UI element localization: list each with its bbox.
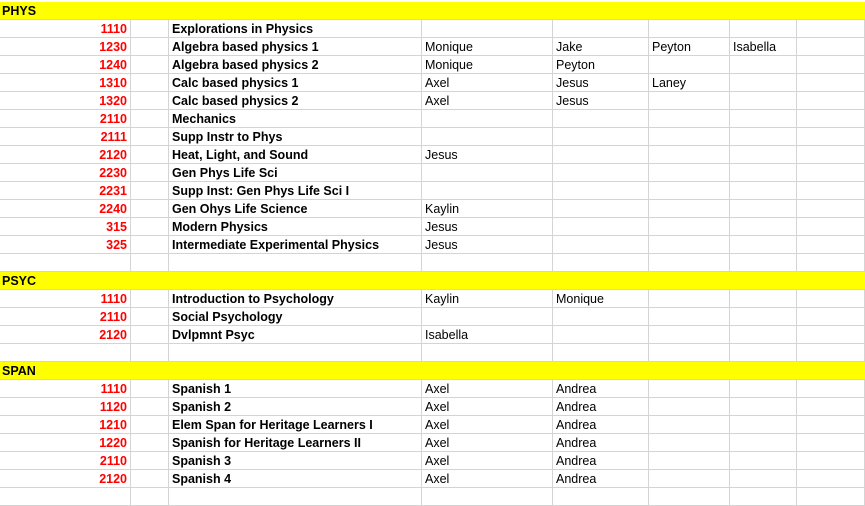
person-cell[interactable] <box>730 146 797 164</box>
empty-cell[interactable] <box>131 146 169 164</box>
empty-cell[interactable] <box>797 182 865 200</box>
empty-cell[interactable] <box>422 344 553 362</box>
person-cell[interactable]: Peyton <box>553 56 649 74</box>
person-cell[interactable] <box>649 218 730 236</box>
table-row[interactable] <box>0 326 865 344</box>
section-header-row[interactable] <box>0 362 865 380</box>
empty-cell[interactable] <box>797 74 865 92</box>
person-cell[interactable] <box>730 326 797 344</box>
person-cell[interactable]: Axel <box>422 74 553 92</box>
course-code-cell[interactable]: 2110 <box>0 452 131 470</box>
empty-cell[interactable] <box>797 128 865 146</box>
table-row[interactable] <box>0 290 865 308</box>
person-cell[interactable]: Andrea <box>553 416 649 434</box>
course-title-cell[interactable]: Modern Physics <box>169 218 422 236</box>
empty-cell[interactable] <box>730 344 797 362</box>
blank-row[interactable] <box>0 344 865 362</box>
person-cell[interactable] <box>553 200 649 218</box>
person-cell[interactable] <box>649 110 730 128</box>
table-row[interactable] <box>0 236 865 254</box>
empty-cell[interactable] <box>131 398 169 416</box>
person-cell[interactable] <box>553 182 649 200</box>
course-code-cell[interactable]: 1240 <box>0 56 131 74</box>
empty-cell[interactable] <box>422 254 553 272</box>
empty-cell[interactable] <box>797 434 865 452</box>
course-code-cell[interactable]: 1120 <box>0 398 131 416</box>
empty-cell[interactable] <box>131 92 169 110</box>
empty-cell[interactable] <box>797 38 865 56</box>
section-header-row[interactable] <box>0 2 865 20</box>
person-cell[interactable]: Monique <box>422 56 553 74</box>
person-cell[interactable]: Jesus <box>553 92 649 110</box>
person-cell[interactable] <box>730 182 797 200</box>
empty-cell[interactable] <box>131 434 169 452</box>
empty-cell[interactable] <box>131 488 169 506</box>
empty-cell[interactable] <box>797 254 865 272</box>
course-title-cell[interactable]: Heat, Light, and Sound <box>169 146 422 164</box>
empty-cell[interactable] <box>131 74 169 92</box>
course-title-cell[interactable]: Introduction to Psychology <box>169 290 422 308</box>
table-row[interactable] <box>0 92 865 110</box>
table-row[interactable] <box>0 470 865 488</box>
empty-cell[interactable] <box>169 344 422 362</box>
table-row[interactable] <box>0 398 865 416</box>
empty-cell[interactable] <box>797 92 865 110</box>
person-cell[interactable] <box>422 182 553 200</box>
empty-cell[interactable] <box>797 416 865 434</box>
course-code-cell[interactable]: 2120 <box>0 326 131 344</box>
empty-cell[interactable] <box>797 488 865 506</box>
course-title-cell[interactable]: Spanish 3 <box>169 452 422 470</box>
person-cell[interactable] <box>730 434 797 452</box>
course-title-cell[interactable]: Algebra based physics 1 <box>169 38 422 56</box>
empty-cell[interactable] <box>131 56 169 74</box>
table-row[interactable] <box>0 38 865 56</box>
person-cell[interactable]: Axel <box>422 380 553 398</box>
empty-cell[interactable] <box>797 380 865 398</box>
person-cell[interactable] <box>730 92 797 110</box>
person-cell[interactable] <box>730 56 797 74</box>
person-cell[interactable] <box>649 308 730 326</box>
empty-cell[interactable] <box>131 128 169 146</box>
person-cell[interactable]: Monique <box>553 290 649 308</box>
person-cell[interactable] <box>649 380 730 398</box>
person-cell[interactable] <box>649 200 730 218</box>
person-cell[interactable] <box>553 308 649 326</box>
section-header-row[interactable] <box>0 272 865 290</box>
person-cell[interactable]: Isabella <box>422 326 553 344</box>
course-title-cell[interactable]: Spanish 2 <box>169 398 422 416</box>
person-cell[interactable] <box>649 146 730 164</box>
person-cell[interactable] <box>730 164 797 182</box>
section-header-label: PSYC <box>2 274 37 288</box>
person-cell[interactable]: Jesus <box>422 218 553 236</box>
person-cell[interactable] <box>553 218 649 236</box>
course-code-cell[interactable]: 2111 <box>0 128 131 146</box>
empty-cell[interactable] <box>131 110 169 128</box>
person-cell[interactable] <box>730 290 797 308</box>
course-title-cell[interactable]: Calc based physics 1 <box>169 74 422 92</box>
person-cell[interactable]: Jesus <box>422 236 553 254</box>
course-title-cell[interactable]: Gen Ohys Life Science <box>169 200 422 218</box>
person-cell[interactable] <box>422 20 553 38</box>
person-cell[interactable]: Jake <box>553 38 649 56</box>
course-code-cell[interactable]: 1310 <box>0 74 131 92</box>
course-code-cell[interactable]: 1110 <box>0 20 131 38</box>
course-title-cell[interactable]: Dvlpmnt Psyc <box>169 326 422 344</box>
empty-cell[interactable] <box>131 326 169 344</box>
person-cell[interactable]: Axel <box>422 398 553 416</box>
table-row[interactable] <box>0 452 865 470</box>
table-row[interactable] <box>0 380 865 398</box>
course-code-cell[interactable]: 2110 <box>0 308 131 326</box>
empty-cell[interactable] <box>131 254 169 272</box>
person-cell[interactable] <box>422 128 553 146</box>
course-title-cell[interactable]: Elem Span for Heritage Learners I <box>169 416 422 434</box>
table-row[interactable] <box>0 434 865 452</box>
empty-cell[interactable] <box>797 308 865 326</box>
person-cell[interactable]: Kaylin <box>422 290 553 308</box>
course-title-cell[interactable]: Spanish 4 <box>169 470 422 488</box>
person-cell[interactable] <box>730 110 797 128</box>
empty-cell[interactable] <box>797 200 865 218</box>
person-cell[interactable]: Peyton <box>649 38 730 56</box>
empty-cell[interactable] <box>797 290 865 308</box>
empty-cell[interactable] <box>0 344 131 362</box>
empty-cell[interactable] <box>797 146 865 164</box>
course-code-cell[interactable]: 1320 <box>0 92 131 110</box>
table-row[interactable] <box>0 218 865 236</box>
empty-cell[interactable] <box>131 344 169 362</box>
person-cell[interactable] <box>649 20 730 38</box>
empty-cell[interactable] <box>169 488 422 506</box>
person-cell[interactable] <box>649 182 730 200</box>
person-cell[interactable] <box>730 308 797 326</box>
empty-cell[interactable] <box>131 218 169 236</box>
blank-row[interactable] <box>0 488 865 506</box>
person-cell[interactable] <box>649 92 730 110</box>
course-title-cell[interactable]: Mechanics <box>169 110 422 128</box>
course-title-cell[interactable]: Gen Phys Life Sci <box>169 164 422 182</box>
course-code-cell[interactable]: 2120 <box>0 146 131 164</box>
course-code-cell[interactable]: 2230 <box>0 164 131 182</box>
course-title-cell[interactable]: Supp Inst: Gen Phys Life Sci I <box>169 182 422 200</box>
course-code-cell[interactable]: 1110 <box>0 380 131 398</box>
table-row[interactable] <box>0 164 865 182</box>
person-cell[interactable] <box>553 20 649 38</box>
person-cell[interactable]: Jesus <box>422 146 553 164</box>
empty-cell[interactable] <box>0 254 131 272</box>
person-cell[interactable] <box>553 236 649 254</box>
person-cell[interactable] <box>649 290 730 308</box>
empty-cell[interactable] <box>797 110 865 128</box>
person-cell[interactable] <box>553 164 649 182</box>
person-cell[interactable]: Axel <box>422 92 553 110</box>
course-title-cell[interactable]: Social Psychology <box>169 308 422 326</box>
course-title-cell[interactable]: Spanish 1 <box>169 380 422 398</box>
person-cell[interactable] <box>730 20 797 38</box>
person-cell[interactable] <box>730 452 797 470</box>
person-cell[interactable] <box>649 56 730 74</box>
empty-cell[interactable] <box>131 20 169 38</box>
table-row[interactable] <box>0 200 865 218</box>
empty-cell[interactable] <box>649 344 730 362</box>
empty-cell[interactable] <box>797 236 865 254</box>
person-cell[interactable] <box>649 236 730 254</box>
empty-cell[interactable] <box>797 20 865 38</box>
empty-cell[interactable] <box>797 218 865 236</box>
empty-cell[interactable] <box>131 164 169 182</box>
empty-cell[interactable] <box>0 488 131 506</box>
person-cell[interactable]: Andrea <box>553 398 649 416</box>
person-cell[interactable] <box>422 164 553 182</box>
person-cell[interactable]: Axel <box>422 416 553 434</box>
person-cell[interactable] <box>553 326 649 344</box>
empty-cell[interactable] <box>553 254 649 272</box>
person-cell[interactable]: Laney <box>649 74 730 92</box>
person-cell[interactable] <box>730 380 797 398</box>
empty-cell[interactable] <box>131 200 169 218</box>
person-cell[interactable] <box>649 434 730 452</box>
empty-cell[interactable] <box>797 398 865 416</box>
person-cell[interactable] <box>649 416 730 434</box>
table-row[interactable] <box>0 146 865 164</box>
empty-cell[interactable] <box>730 254 797 272</box>
person-cell[interactable] <box>730 398 797 416</box>
person-cell[interactable] <box>649 452 730 470</box>
empty-cell[interactable] <box>797 56 865 74</box>
blank-row[interactable] <box>0 254 865 272</box>
person-cell[interactable]: Isabella <box>730 38 797 56</box>
person-cell[interactable]: Andrea <box>553 380 649 398</box>
empty-cell[interactable] <box>797 344 865 362</box>
person-cell[interactable] <box>730 200 797 218</box>
table-row[interactable] <box>0 128 865 146</box>
empty-cell[interactable] <box>131 380 169 398</box>
course-title-cell[interactable]: Intermediate Experimental Physics <box>169 236 422 254</box>
course-code-cell[interactable]: 2110 <box>0 110 131 128</box>
person-cell[interactable]: Andrea <box>553 470 649 488</box>
person-cell[interactable] <box>553 128 649 146</box>
empty-cell[interactable] <box>131 38 169 56</box>
course-code-cell[interactable]: 325 <box>0 236 131 254</box>
empty-cell[interactable] <box>797 326 865 344</box>
empty-cell[interactable] <box>730 488 797 506</box>
person-cell[interactable]: Axel <box>422 434 553 452</box>
person-cell[interactable]: Monique <box>422 38 553 56</box>
course-code-cell[interactable]: 2231 <box>0 182 131 200</box>
section-header-label: SPAN <box>2 364 36 378</box>
person-cell[interactable] <box>730 470 797 488</box>
empty-cell[interactable] <box>131 290 169 308</box>
course-code-cell[interactable]: 1220 <box>0 434 131 452</box>
person-cell[interactable] <box>649 470 730 488</box>
table-row[interactable] <box>0 182 865 200</box>
person-cell[interactable] <box>649 164 730 182</box>
course-title-cell[interactable]: Supp Instr to Phys <box>169 128 422 146</box>
course-title-cell[interactable]: Calc based physics 2 <box>169 92 422 110</box>
course-code-cell[interactable]: 2240 <box>0 200 131 218</box>
section-header-label: PHYS <box>2 4 37 18</box>
empty-cell[interactable] <box>649 488 730 506</box>
person-cell[interactable] <box>649 326 730 344</box>
table-row[interactable] <box>0 20 865 38</box>
empty-cell[interactable] <box>797 452 865 470</box>
table-row[interactable] <box>0 308 865 326</box>
person-cell[interactable] <box>730 128 797 146</box>
course-code-cell[interactable]: 1110 <box>0 290 131 308</box>
course-title-cell[interactable]: Explorations in Physics <box>169 20 422 38</box>
empty-cell[interactable] <box>131 470 169 488</box>
person-cell[interactable] <box>553 146 649 164</box>
person-cell[interactable] <box>730 218 797 236</box>
person-cell[interactable]: Kaylin <box>422 200 553 218</box>
table-row[interactable] <box>0 74 865 92</box>
course-title-cell[interactable]: Spanish for Heritage Learners II <box>169 434 422 452</box>
empty-cell[interactable] <box>131 308 169 326</box>
course-code-cell[interactable]: 315 <box>0 218 131 236</box>
person-cell[interactable] <box>422 308 553 326</box>
empty-cell[interactable] <box>131 416 169 434</box>
table-row[interactable] <box>0 56 865 74</box>
empty-cell[interactable] <box>131 182 169 200</box>
person-cell[interactable] <box>730 236 797 254</box>
course-code-cell[interactable]: 1230 <box>0 38 131 56</box>
person-cell[interactable] <box>730 416 797 434</box>
person-cell[interactable]: Andrea <box>553 434 649 452</box>
person-cell[interactable] <box>422 110 553 128</box>
course-code-cell[interactable]: 2120 <box>0 470 131 488</box>
empty-cell[interactable] <box>797 164 865 182</box>
person-cell[interactable]: Jesus <box>553 74 649 92</box>
empty-cell[interactable] <box>169 254 422 272</box>
table-row[interactable] <box>0 416 865 434</box>
person-cell[interactable] <box>553 110 649 128</box>
course-title-cell[interactable]: Algebra based physics 2 <box>169 56 422 74</box>
person-cell[interactable] <box>649 128 730 146</box>
table-row[interactable] <box>0 110 865 128</box>
empty-cell[interactable] <box>422 488 553 506</box>
empty-cell[interactable] <box>797 470 865 488</box>
person-cell[interactable] <box>649 398 730 416</box>
empty-cell[interactable] <box>131 452 169 470</box>
empty-cell[interactable] <box>131 236 169 254</box>
course-code-cell[interactable]: 1210 <box>0 416 131 434</box>
empty-cell[interactable] <box>553 488 649 506</box>
empty-cell[interactable] <box>649 254 730 272</box>
empty-cell[interactable] <box>553 344 649 362</box>
person-cell[interactable]: Andrea <box>553 452 649 470</box>
person-cell[interactable]: Axel <box>422 452 553 470</box>
person-cell[interactable] <box>730 74 797 92</box>
person-cell[interactable]: Axel <box>422 470 553 488</box>
